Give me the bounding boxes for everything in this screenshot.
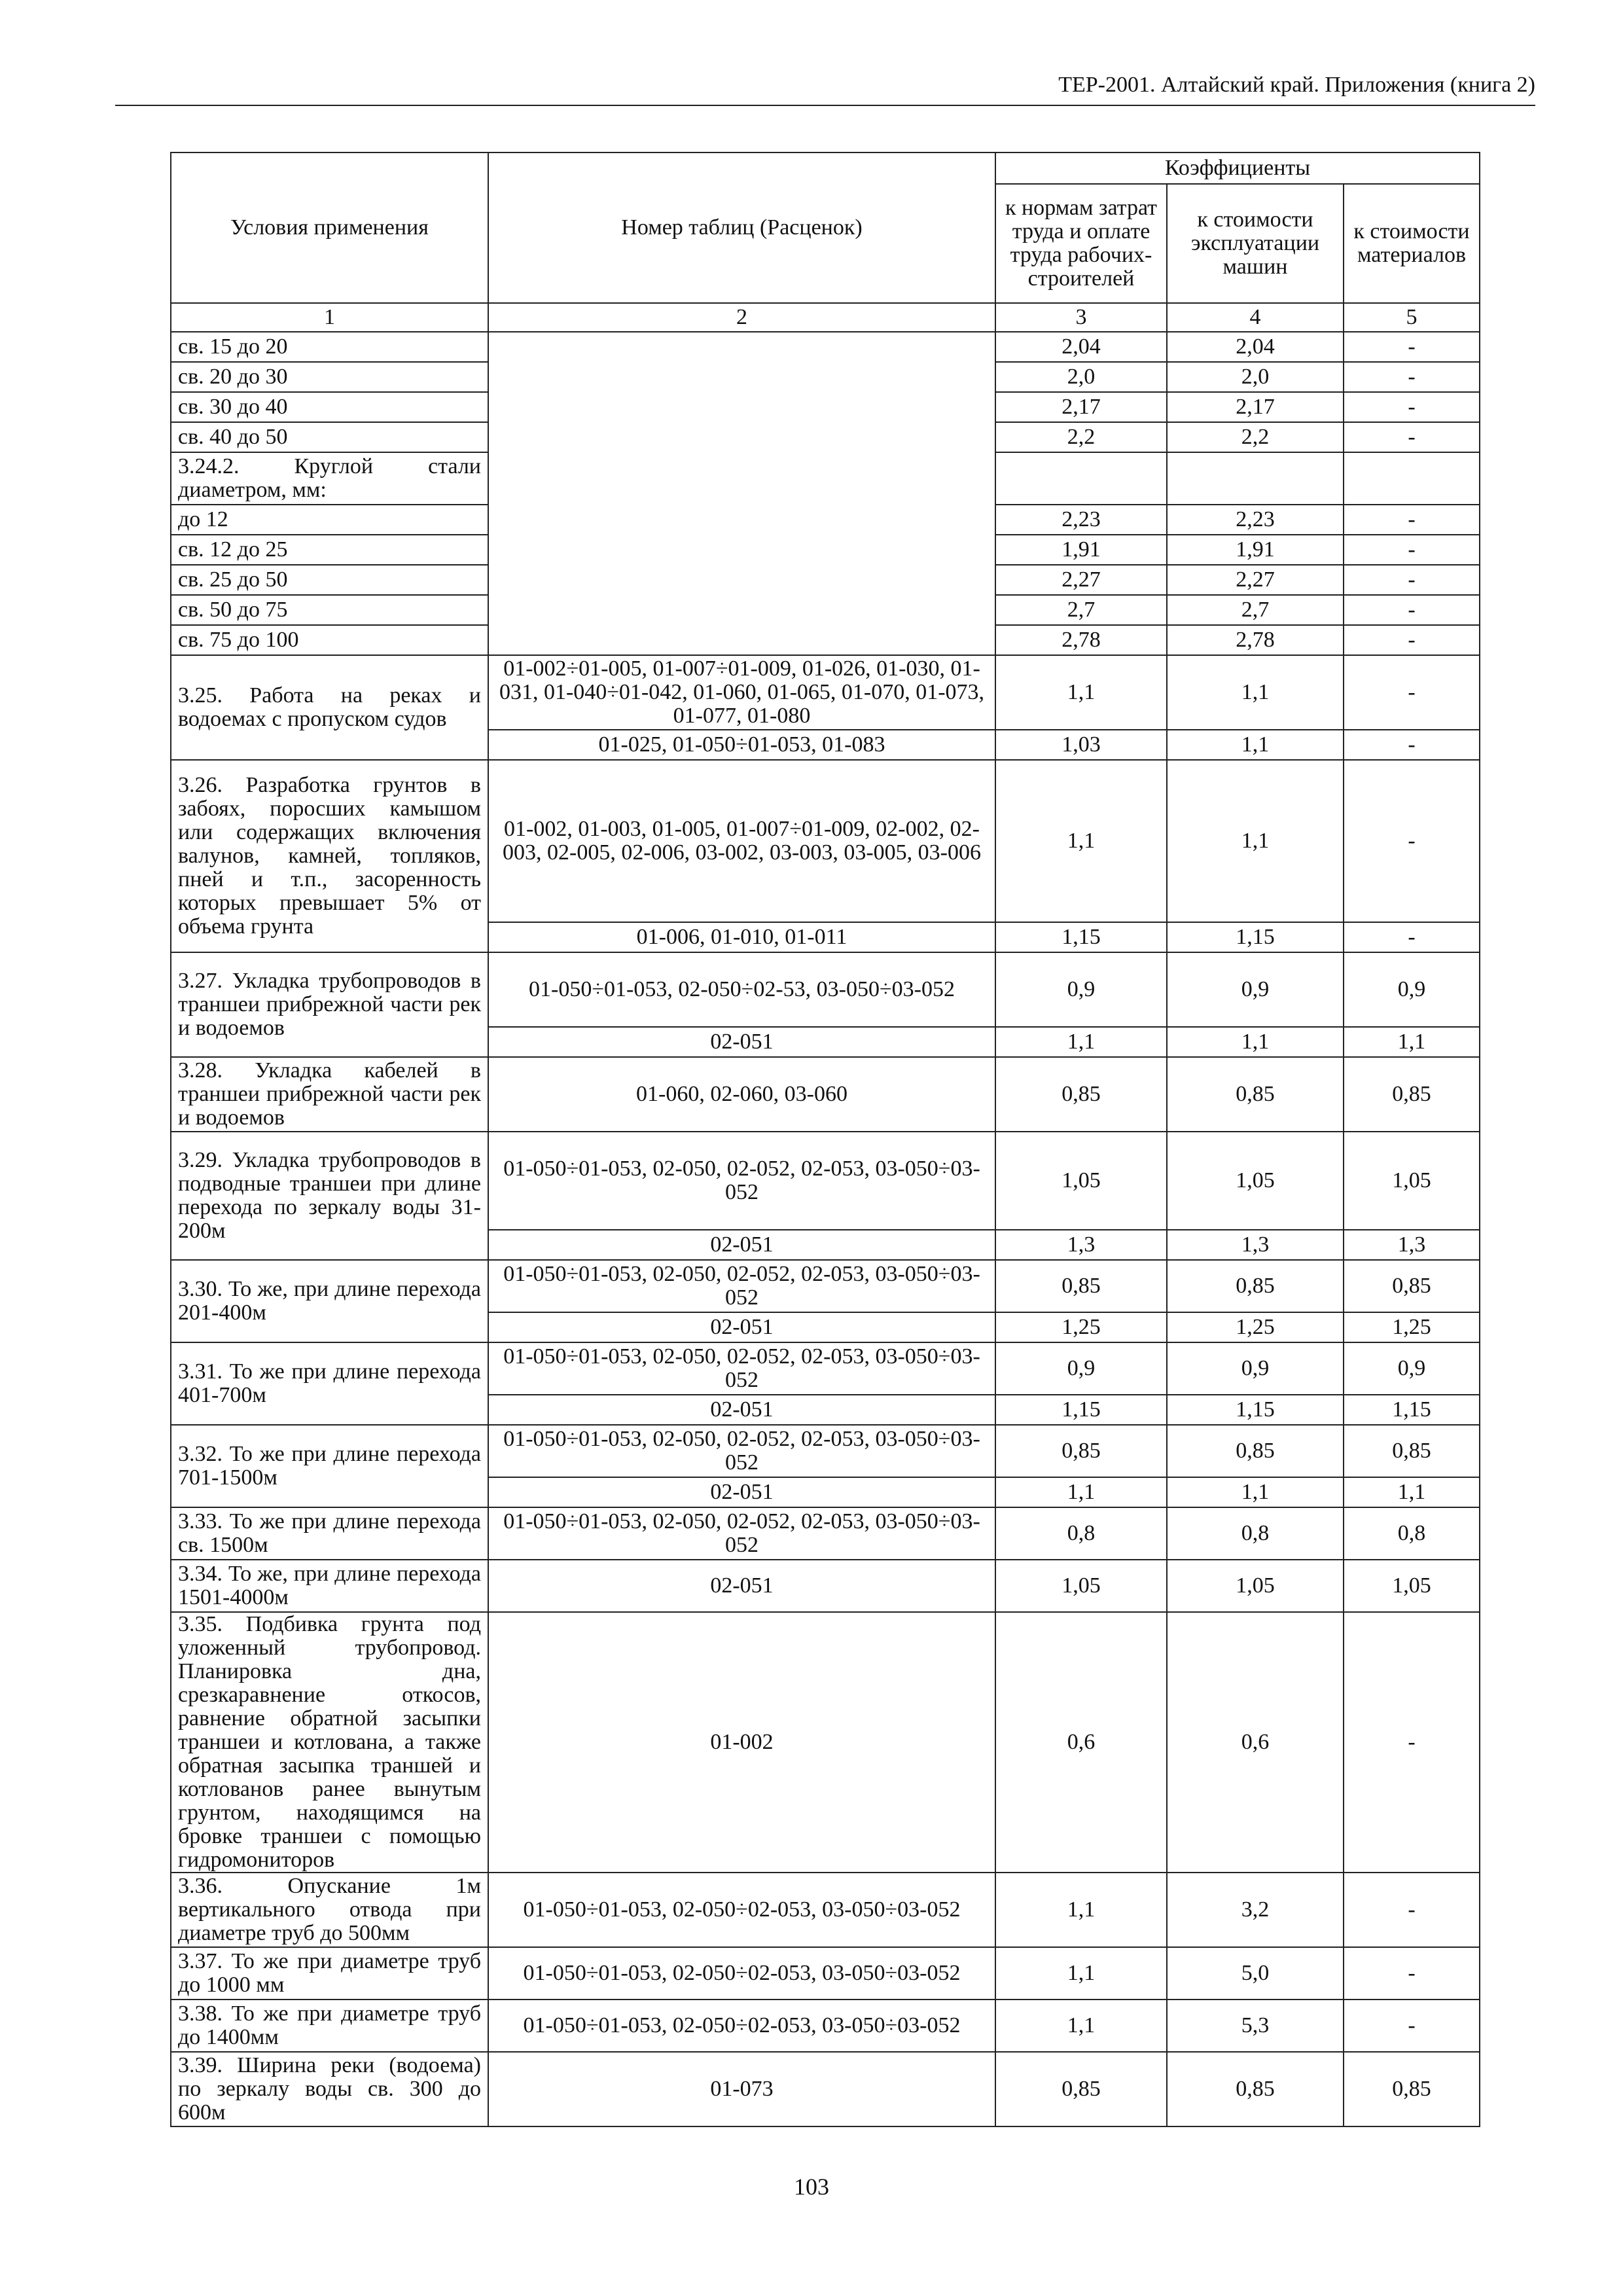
materials-coefficient: -	[1344, 332, 1480, 362]
machines-coefficient: 2,78	[1167, 625, 1344, 655]
materials-coefficient: 0,85	[1344, 1057, 1480, 1132]
table-numbers-cell: 01-025, 01-050÷01-053, 01-083	[488, 730, 995, 760]
header-divider	[115, 105, 1535, 106]
table-row	[171, 1425, 1480, 1477]
labor-coefficient: 1,15	[995, 1395, 1167, 1425]
materials-coefficient: 0,8	[1344, 1507, 1480, 1560]
table-row	[171, 1057, 1480, 1132]
machines-coefficient: 2,04	[1167, 332, 1344, 362]
labor-coefficient: 0,9	[995, 952, 1167, 1027]
table-row	[171, 1612, 1480, 1873]
machines-coefficient: 0,6	[1167, 1612, 1344, 1873]
machines-coefficient: 2,27	[1167, 565, 1344, 595]
machines-coefficient: 0,85	[1167, 1057, 1344, 1132]
labor-coefficient: 2,7	[995, 595, 1167, 625]
labor-coefficient: 2,2	[995, 422, 1167, 452]
materials-coefficient: -	[1344, 1873, 1480, 1947]
condition-cell: 3.37. То же при диаметре труб до 1000 мм	[171, 1947, 488, 2000]
materials-coefficient: -	[1344, 565, 1480, 595]
table-row	[171, 1873, 1480, 1947]
materials-coefficient: 1,3	[1344, 1230, 1480, 1260]
materials-coefficient: -	[1344, 422, 1480, 452]
machines-coefficient: 1,25	[1167, 1312, 1344, 1342]
page-number: 103	[794, 2174, 829, 2200]
condition-cell: 3.29. Укладка трубопроводов в подводные траншеи при длине перехода по зеркалу воды 31-200м	[171, 1132, 488, 1260]
machines-coefficient: 0,9	[1167, 952, 1344, 1027]
labor-coefficient: 1,91	[995, 535, 1167, 565]
running-header: ТЕР-2001. Алтайский край. Приложения (книга 2)	[1058, 73, 1535, 97]
table-row	[171, 332, 1480, 362]
materials-coefficient: 0,85	[1344, 2052, 1480, 2126]
machines-coefficient: 5,3	[1167, 2000, 1344, 2052]
materials-coefficient: -	[1344, 730, 1480, 760]
condition-cell: 3.32. То же при длине перехода 701-1500м	[171, 1425, 488, 1507]
table-numbers-cell: 01-006, 01-010, 01-011	[488, 922, 995, 952]
materials-coefficient: 1,25	[1344, 1312, 1480, 1342]
table-numbers-cell: 02-051	[488, 1027, 995, 1057]
column-number: 4	[1167, 303, 1344, 332]
materials-coefficient: -	[1344, 760, 1480, 922]
labor-coefficient: 2,27	[995, 565, 1167, 595]
table-row	[171, 1132, 1480, 1230]
labor-coefficient: 1,1	[995, 1947, 1167, 2000]
machines-coefficient: 1,15	[1167, 922, 1344, 952]
labor-coefficient: 1,15	[995, 922, 1167, 952]
materials-coefficient: -	[1344, 392, 1480, 422]
materials-coefficient: 1,05	[1344, 1560, 1480, 1612]
condition-cell: 3.24.2. Круглой стали диаметром, мм:	[171, 452, 488, 505]
table-row	[171, 1560, 1480, 1612]
coefficients-table	[170, 152, 1480, 2127]
table-numbers-cell: 01-050÷01-053, 02-050÷02-53, 03-050÷03-052	[488, 952, 995, 1027]
machines-coefficient: 1,3	[1167, 1230, 1344, 1260]
condition-cell: св. 12 до 25	[171, 535, 488, 565]
machines-coefficient: 0,9	[1167, 1342, 1344, 1395]
machines-coefficient: 1,91	[1167, 535, 1344, 565]
table-numbers-cell: 02-051	[488, 1477, 995, 1507]
labor-coefficient: 2,0	[995, 362, 1167, 392]
labor-coefficient: 2,04	[995, 332, 1167, 362]
labor-coefficient: 0,85	[995, 1260, 1167, 1312]
materials-coefficient: 1,15	[1344, 1395, 1480, 1425]
machines-coefficient: 2,2	[1167, 422, 1344, 452]
table-numbers-cell: 02-051	[488, 1560, 995, 1612]
table-numbers-cell: 01-073	[488, 2052, 995, 2126]
table-row	[171, 1947, 1480, 2000]
materials-coefficient: -	[1344, 505, 1480, 535]
materials-coefficient: -	[1344, 1947, 1480, 2000]
table-row	[171, 952, 1480, 1027]
condition-cell: св. 15 до 20	[171, 332, 488, 362]
condition-cell: до 12	[171, 505, 488, 535]
machines-coefficient: 1,05	[1167, 1132, 1344, 1230]
table-numbers-cell: 01-050÷01-053, 02-050, 02-052, 02-053, 03-050÷03-052	[488, 1260, 995, 1312]
machines-coefficient: 1,1	[1167, 655, 1344, 730]
labor-coefficient: 0,6	[995, 1612, 1167, 1873]
machines-coefficient: 0,8	[1167, 1507, 1344, 1560]
labor-coefficient: 1,1	[995, 2000, 1167, 2052]
materials-coefficient: -	[1344, 535, 1480, 565]
table-numbers-cell: 01-050÷01-053, 02-050÷02-053, 03-050÷03-052	[488, 2000, 995, 2052]
materials-coefficient: 1,1	[1344, 1477, 1480, 1507]
labor-coefficient: 0,85	[995, 1425, 1167, 1477]
machines-coefficient: 0,85	[1167, 2052, 1344, 2126]
machines-coefficient: 0,85	[1167, 1260, 1344, 1312]
condition-cell: 3.33. То же при длине перехода св. 1500м	[171, 1507, 488, 1560]
table-numbers-cell: 01-060, 02-060, 03-060	[488, 1057, 995, 1132]
table-numbers-cell: 02-051	[488, 1230, 995, 1260]
labor-coefficient: 1,1	[995, 1027, 1167, 1057]
column-number: 2	[488, 303, 995, 332]
table-row	[171, 760, 1480, 922]
machines-coefficient: 1,05	[1167, 1560, 1344, 1612]
condition-cell: св. 20 до 30	[171, 362, 488, 392]
labor-coefficient: 1,3	[995, 1230, 1167, 1260]
machines-coefficient: 1,1	[1167, 1477, 1344, 1507]
condition-cell: св. 40 до 50	[171, 422, 488, 452]
labor-coefficient: 0,9	[995, 1342, 1167, 1395]
labor-coefficient: 1,05	[995, 1560, 1167, 1612]
materials-coefficient	[1344, 452, 1480, 505]
condition-cell: св. 75 до 100	[171, 625, 488, 655]
materials-coefficient: -	[1344, 625, 1480, 655]
table-numbers-cell: 01-050÷01-053, 02-050, 02-052, 02-053, 03-050÷03-052	[488, 1342, 995, 1395]
materials-coefficient: -	[1344, 922, 1480, 952]
labor-coefficient: 1,1	[995, 1873, 1167, 1947]
machines-coefficient: 3,2	[1167, 1873, 1344, 1947]
machines-coefficient: 1,1	[1167, 730, 1344, 760]
condition-cell: св. 30 до 40	[171, 392, 488, 422]
condition-cell: 3.39. Ширина реки (водоема) по зеркалу воды св. 300 до 600м	[171, 2052, 488, 2126]
header-table-numbers: Номер таблиц (Расценок)	[488, 152, 995, 303]
table-row	[171, 655, 1480, 730]
labor-coefficient: 1,25	[995, 1312, 1167, 1342]
table-row	[171, 1260, 1480, 1312]
condition-cell: св. 25 до 50	[171, 565, 488, 595]
labor-coefficient: 2,78	[995, 625, 1167, 655]
table-numbers-cell: 01-050÷01-053, 02-050÷02-053, 03-050÷03-052	[488, 1873, 995, 1947]
condition-cell: 3.25. Работа на реках и водоемах с пропуском судов	[171, 655, 488, 760]
header-coefficients: Коэффициенты	[995, 152, 1480, 184]
condition-cell: св. 50 до 75	[171, 595, 488, 625]
machines-coefficient: 0,85	[1167, 1425, 1344, 1477]
materials-coefficient: -	[1344, 595, 1480, 625]
table-numbers-cell: 01-050÷01-053, 02-050, 02-052, 02-053, 03-050÷03-052	[488, 1425, 995, 1477]
materials-coefficient: -	[1344, 2000, 1480, 2052]
materials-coefficient: 0,9	[1344, 952, 1480, 1027]
machines-coefficient: 5,0	[1167, 1947, 1344, 2000]
column-number: 1	[171, 303, 488, 332]
labor-coefficient: 2,17	[995, 392, 1167, 422]
machines-coefficient: 2,17	[1167, 392, 1344, 422]
labor-coefficient: 0,85	[995, 1057, 1167, 1132]
column-number: 5	[1344, 303, 1480, 332]
machines-coefficient: 1,15	[1167, 1395, 1344, 1425]
machines-coefficient: 2,7	[1167, 595, 1344, 625]
machines-coefficient: 1,1	[1167, 760, 1344, 922]
labor-coefficient: 1,1	[995, 655, 1167, 730]
materials-coefficient: -	[1344, 362, 1480, 392]
labor-coefficient	[995, 452, 1167, 505]
table-numbers-cell: 01-002	[488, 1612, 995, 1873]
table-row	[171, 1507, 1480, 1560]
header-conditions: Условия применения	[171, 152, 488, 303]
materials-coefficient: 1,05	[1344, 1132, 1480, 1230]
header-labor: к нормам затрат труда и оплате труда рабочих-строителей	[995, 184, 1167, 303]
materials-coefficient: 1,1	[1344, 1027, 1480, 1057]
materials-coefficient: 0,85	[1344, 1260, 1480, 1312]
condition-cell: 3.38. То же при диаметре труб до 1400мм	[171, 2000, 488, 2052]
table-numbers-cell	[488, 332, 995, 655]
column-number: 3	[995, 303, 1167, 332]
condition-cell: 3.31. То же при длине перехода 401-700м	[171, 1342, 488, 1425]
labor-coefficient: 0,85	[995, 2052, 1167, 2126]
labor-coefficient: 2,23	[995, 505, 1167, 535]
table-row	[171, 2000, 1480, 2052]
condition-cell: 3.28. Укладка кабелей в траншеи прибрежной части рек и водоемов	[171, 1057, 488, 1132]
machines-coefficient: 1,1	[1167, 1027, 1344, 1057]
machines-coefficient	[1167, 452, 1344, 505]
labor-coefficient: 1,05	[995, 1132, 1167, 1230]
machines-coefficient: 2,23	[1167, 505, 1344, 535]
header-materials: к стоимости материалов	[1344, 184, 1480, 303]
table-row	[171, 1342, 1480, 1395]
table-numbers-cell: 01-050÷01-053, 02-050, 02-052, 02-053, 03-050÷03-052	[488, 1507, 995, 1560]
condition-cell: 3.35. Подбивка грунта под уложенный трубопровод. Планировка дна, срезкаравнение откосов, равнение обратной засыпки траншеи и котлована, а также обратная засыпка траншей и котлованов ранее вынутым грунтом, находящимся на бровке траншеи с помощью гидромониторов	[171, 1612, 488, 1873]
table-numbers-cell: 02-051	[488, 1395, 995, 1425]
materials-coefficient: 0,9	[1344, 1342, 1480, 1395]
machines-coefficient: 2,0	[1167, 362, 1344, 392]
table-numbers-cell: 01-050÷01-053, 02-050÷02-053, 03-050÷03-052	[488, 1947, 995, 2000]
materials-coefficient: -	[1344, 655, 1480, 730]
condition-cell: 3.27. Укладка трубопроводов в траншеи прибрежной части рек и водоемов	[171, 952, 488, 1057]
table-numbers-cell: 02-051	[488, 1312, 995, 1342]
labor-coefficient: 1,1	[995, 760, 1167, 922]
materials-coefficient: -	[1344, 1612, 1480, 1873]
condition-cell: 3.26. Разработка грунтов в забоях, поросших камышом или содержащих включения валунов, камней, топляков, пней и т.п., засоренность которых превышает 5% от объема грунта	[171, 760, 488, 952]
condition-cell: 3.34. То же, при длине перехода 1501-4000м	[171, 1560, 488, 1612]
condition-cell: 3.30. То же, при длине перехода 201-400м	[171, 1260, 488, 1342]
labor-coefficient: 1,1	[995, 1477, 1167, 1507]
table-numbers-cell: 01-002, 01-003, 01-005, 01-007÷01-009, 02-002, 02-003, 02-005, 02-006, 03-002, 03-003, 03-005, 03-006	[488, 760, 995, 922]
table-numbers-cell: 01-002÷01-005, 01-007÷01-009, 01-026, 01-030, 01-031, 01-040÷01-042, 01-060, 01-065, 01-070, 01-073, 01-077, 01-080	[488, 655, 995, 730]
materials-coefficient: 0,85	[1344, 1425, 1480, 1477]
header-machines: к стоимости эксплуатации машин	[1167, 184, 1344, 303]
table-row	[171, 2052, 1480, 2126]
table-numbers-cell: 01-050÷01-053, 02-050, 02-052, 02-053, 03-050÷03-052	[488, 1132, 995, 1230]
labor-coefficient: 0,8	[995, 1507, 1167, 1560]
labor-coefficient: 1,03	[995, 730, 1167, 760]
condition-cell: 3.36. Опускание 1м вертикального отвода при диаметре труб до 500мм	[171, 1873, 488, 1947]
